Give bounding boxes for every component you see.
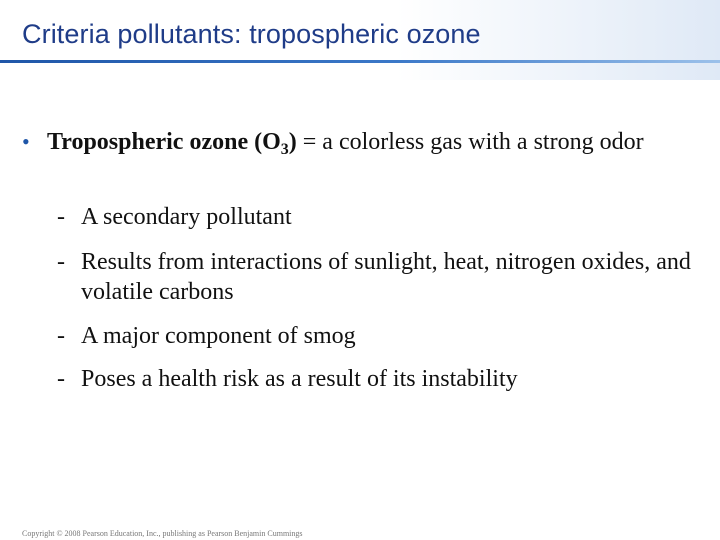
term-definition: = a colorless gas with a strong odor	[296, 129, 644, 155]
main-bullet-text	[47, 127, 702, 165]
sub-point-text: A secondary pollutant	[81, 204, 292, 230]
term-start: Tropospheric ozone (O	[47, 129, 281, 155]
term-subscript: 3	[280, 141, 289, 158]
slide-title: Criteria pollutants: tropospheric ozone	[22, 19, 481, 49]
sub-point	[57, 364, 697, 394]
sub-point-text: A major component of smog	[81, 323, 356, 349]
dash-marker: -	[57, 366, 65, 392]
bullet-marker: •	[22, 129, 30, 154]
dash-marker: -	[57, 204, 65, 230]
sub-point-text: Poses a health risk as a result of its instability	[81, 366, 518, 392]
title-divider	[0, 60, 720, 63]
sub-point	[57, 247, 697, 307]
copyright-footer: Copyright © 2008 Pearson Education, Inc., publishing as Pearson Benjamin Cummings	[22, 529, 303, 538]
main-bullet	[22, 127, 702, 165]
sub-point	[57, 321, 697, 351]
dash-marker: -	[57, 249, 65, 275]
sub-point-text: Results from interactions of sunlight, heat, nitrogen oxides, and volatile carbons	[81, 249, 691, 305]
term-end: )	[288, 129, 297, 155]
sub-point	[57, 202, 697, 232]
dash-marker: -	[57, 323, 65, 349]
